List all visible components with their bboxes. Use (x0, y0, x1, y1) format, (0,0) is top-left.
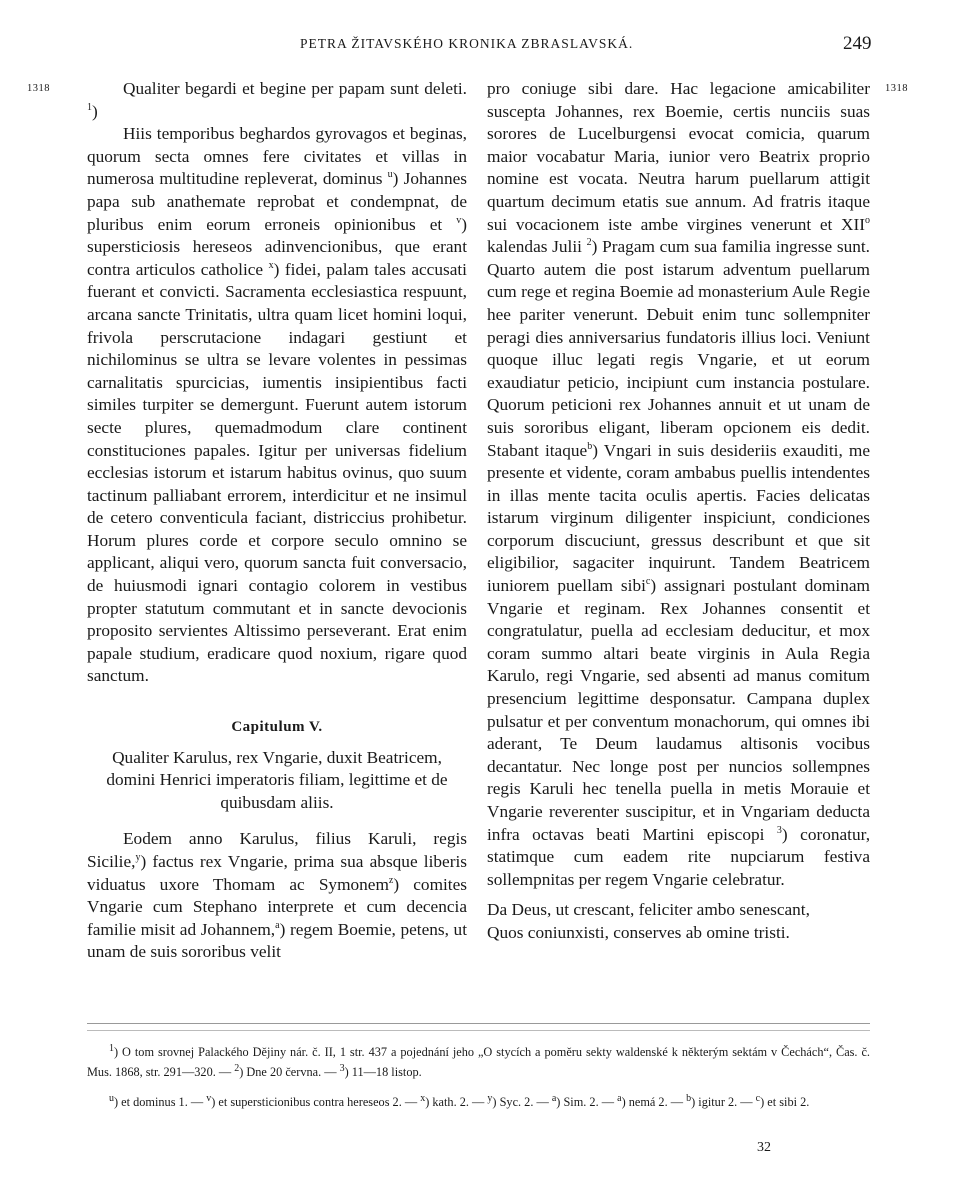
footnote-ref: c (645, 576, 651, 588)
page-number: 249 (843, 33, 872, 54)
footnote-separator (87, 1023, 870, 1024)
printer-signature: 32 (757, 1140, 771, 1155)
right-column (487, 78, 870, 945)
chapter-subtitle: Qualiter Karulus, rex Vngarie, duxit Beatricem, domini Henrici imperatoris filiam, legittime et de quibusdam aliis. (106, 747, 448, 812)
footnote-ref: x (268, 259, 274, 271)
chapter-title: Capitulum V. (231, 719, 323, 736)
verse-line-2: Quos coniunxisti, conserves ab omine tristi. (487, 922, 790, 942)
rubric-paragraph: Qualiter begardi et begine per papam sunt deleti. $^1$) (87, 79, 467, 121)
running-head (0, 33, 960, 57)
footnote-ref: 3 (776, 824, 782, 836)
footnote-ref: 1 (87, 101, 92, 113)
footnote-ref: 2 (586, 237, 592, 249)
footnote-ref: y (135, 852, 141, 864)
margin-year-right: 1318 (885, 83, 908, 94)
footnote-variants: $^u$) et dominus 1. — $^v$) et supersticionibus contra hereseos 2. — $^x$) kath. 2. — $^y$) Syc. 2. — $^a$) Sim. 2. — $^a$) nemá 2. — $^b$) igitur 2. — $^c$) et sibi 2. (109, 1092, 810, 1109)
footnotes (87, 1042, 870, 1112)
footnote-editorial: $^1$) O tom srovnej Palackého Dějiny nár. č. II, 1 str. 437 a pojednání jeho „O stycích a poměru sekty waldenské k některým sektám v Čechách“, Čas. č. Mus. 1868, str. 291—320. — $^2$) Dne 20 června. — $^3$) 11—18 listop. (87, 1042, 870, 1079)
footnote-separator-2 (87, 1030, 870, 1031)
running-title: PETRA ŽITAVSKÉHO KRONIKA ZBRASLAVSKÁ. (300, 36, 634, 51)
body-paragraph: pro coniuge sibi dare. Hac legacione amicabiliter suscepta Johannes, rex Boemie, certis nunciis suas sorores de Lucelburgensi evocat comicia, quarum maior vocabatur Maria, iunior vero Beatrix proprio nomine est vocata. Neutra harum puellarum attigit quartum decimum etatis sue annum. Ad fratris itaque sui vocacionem iste ambe virgines venerunt et XII$^o$ kalendas Julii $^2$) Pragam cum sua familia ingresse sunt. Quarto autem die post istarum adventum puellarum cum rege et regina Boemie ad monasterium Aule Regie hee pariter venerunt. Debuit enim tunc sollempniter peragi dies anniversarius fundatoris illius loci. Veniunt quoque illuc legati regis Vngarie, et ut eorum exaudiatur peticio, incipiunt cum instancia postulare. Quorum peticioni rex Johannes annuit et ut unam de suis sororibus eligant, liberam opcionem eis dedit. Stabant itaque$^b$) Vngari in suis desideriis exauditi, me presente et vidente, coram ambabus puellis intendentes in illas mente tacita oculis apertis. Facies delicatas istarum virginum diligenter inspiciunt, condiciones corporum discuciunt, gressus describunt et que sit eligibilior, sagaciter inquirunt. Tandem Beatricem iuniorem puellam sibi$^c$) assignari postulant dominam Vngarie et reginam. Rex Johannes consentit et congratulatur, puella ad ecclesiam deducitur, et mox coram summo altari beate virginis in Aula Regia Karulo, regi Vngarie, sed absenti ad manus comitum presencium legittime desponsatur. Campana duplex pulsatur et per conventum monachorum, qui omnes ibi aderant, Te Deum laudamus altisonis vocibus decantatur. Nec longe post per nuncios sollempnes regis Karuli hec tenella puella in metis Morauie et Vngarie reverenter suscipitur, et in Vngariam deducta infra octavas beati Martini episcopi $^3$) coronatur, statimque cum eadem rite nupciarum festiva sollempnitas per regem Vngarie celebratur. (487, 79, 871, 889)
footnote-ref: v (456, 214, 462, 226)
footnote-ref: a (275, 920, 280, 932)
left-column (87, 78, 467, 964)
verse (487, 899, 870, 944)
margin-year-left: 1318 (27, 83, 50, 94)
body-paragraph: Eodem anno Karulus, filius Karuli, regis Sicilie,$^y$) factus rex Vngarie, prima sua absque liberis viduatus uxore Thomam ac Symonem$^z$) comites Vngarie cum Stephano interprete et cum decencia familie misit ad Johannem,$^a$) regem Boemie, petens, ut unam de suis sororibus velit (87, 829, 468, 962)
body-paragraph: Hiis temporibus beghardos gyrovagos et beginas, quorum secta omnes fere civitates et villas in numerosa multitudine repleverat, dominus $^u$) Johannes papa sub anathemate reprobat et condempnat, de pluribus enim eorum erroneis opinionibus et $^v$) supersticiosis hereseos adinvencionibus, que erant contra articulos catholice $^x$) fidei, palam tales accusati fuerant et convicti. Sacramenta ecclesiastica respuunt, arcana sancte Trinitatis, ultra quam licet homini loqui, frivola perscrutacione indagari gestiunt et nichilominus se ultra se levare volentes in pessimas carnalitatis spurcicias, iumentis insipientibus facti similes turpiter se demergunt. Fuerunt autem istorum secte plures, quemadmodum clare continent constituciones papales. Igitur per universas fidelium ecclesias istorum et istarum habitus ovinus, quo suum tactinum palliabant errorem, interdicitur et ne insimul de cetero conventicula faciant, districcius prohibetur. Horum plures corde et corpore seculo omnino se applicant, aliqui vero, quorum sancta fuit conversacio, de huiusmodi ignari contagio colorem in vestibus propter statutum commutant et in sancte devocionis proposito servientes Altissimo perseverant. Erat enim papale studium, eradicare quod noxium, rigare quod sanctum. (87, 124, 467, 686)
footnote-ref: b (587, 440, 593, 452)
verse-line-1: Da Deus, ut crescant, feliciter ambo senescant, (487, 900, 810, 920)
footnote-ref: z (388, 874, 394, 886)
footnote-ref: u (387, 169, 393, 181)
